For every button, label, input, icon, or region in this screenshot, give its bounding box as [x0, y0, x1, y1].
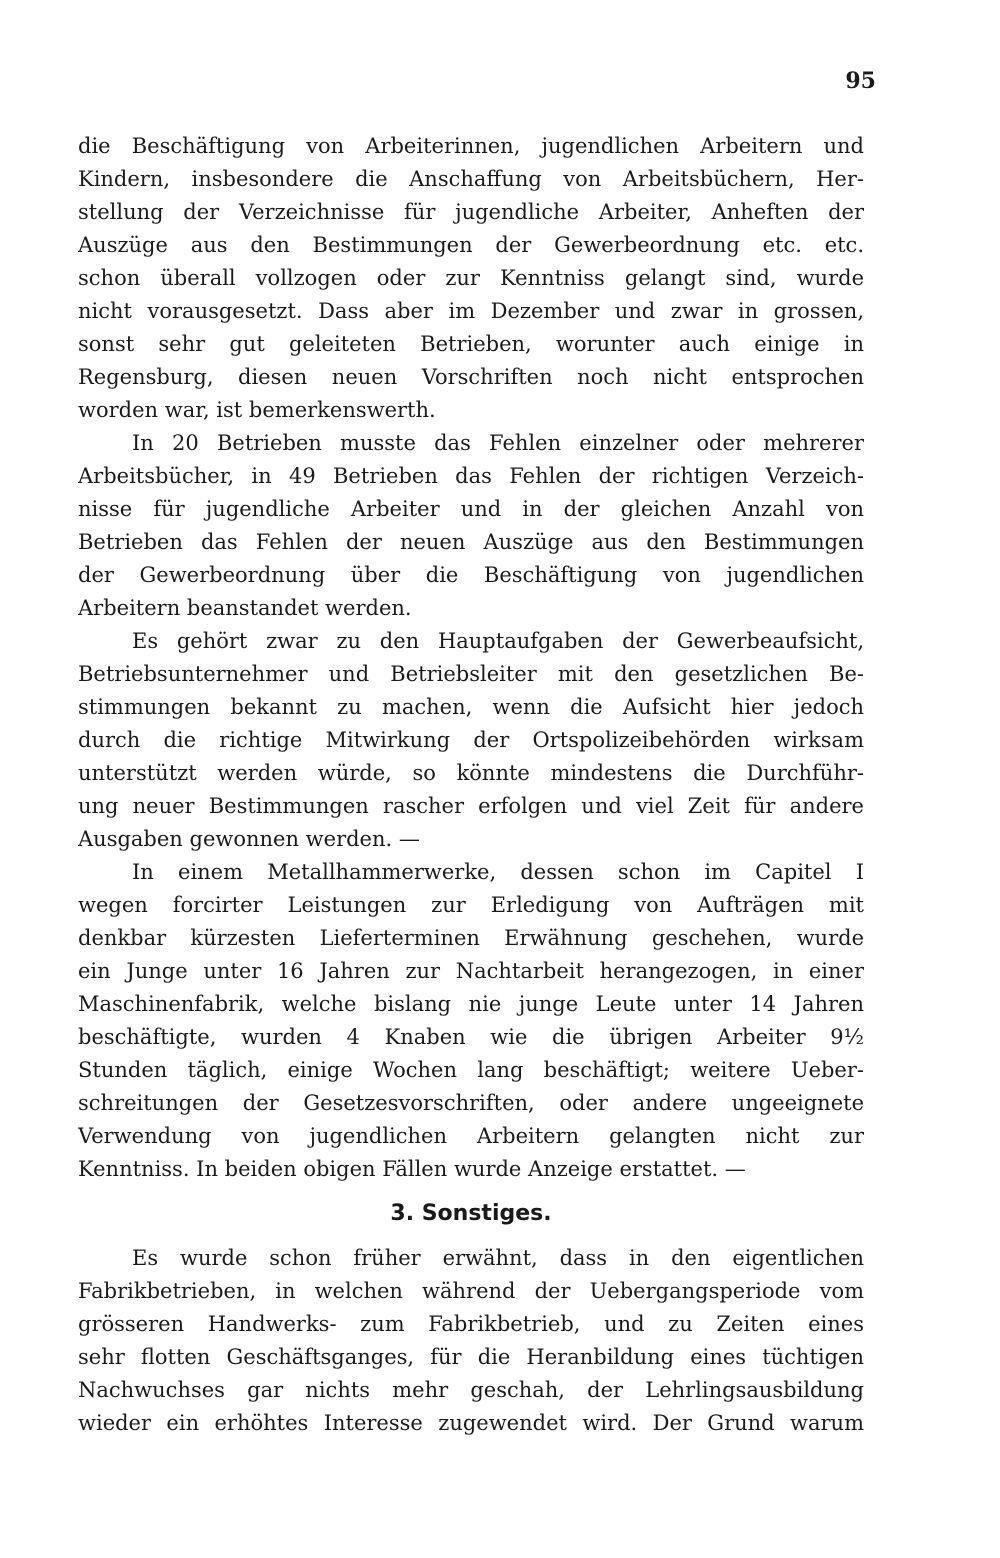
text-line: Es gehört zwar zu den Hauptaufgaben der Gewerbeaufsicht,: [132, 629, 864, 653]
text-line: ung neuer Bestimmungen rascher erfolgen und viel Zeit für andere: [78, 794, 864, 818]
text-line: stimmungen bekannt zu machen, wenn die Aufsicht hier jedoch: [78, 695, 864, 719]
text-line: Betrieben das Fehlen der neuen Auszüge aus den Bestimmungen: [78, 530, 864, 554]
text-line: sehr flotten Geschäftsganges, für die Heranbildung eines tüchtigen: [78, 1345, 864, 1369]
paragraph-1: [78, 130, 864, 427]
text-line: stellung der Verzeichnisse für jugendliche Arbeiter, Anheften der: [78, 200, 864, 224]
paragraph-5: [78, 1242, 864, 1440]
text-line: beschäftigte, wurden 4 Knaben wie die übrigen Arbeiter 9½: [78, 1025, 864, 1049]
text-line: denkbar kürzesten Lieferterminen Erwähnung geschehen, wurde: [78, 926, 864, 950]
text-line: nicht vorausgesetzt. Dass aber im Dezember und zwar in grossen,: [78, 299, 864, 323]
paragraph-3: [78, 625, 864, 856]
text-line: Stunden täglich, einige Wochen lang beschäftigt; weitere Ueber-: [78, 1058, 864, 1082]
text-line: schon überall vollzogen oder zur Kenntniss gelangt sind, wurde: [78, 266, 864, 290]
text-line: Auszüge aus den Bestimmungen der Gewerbeordnung etc. etc.: [78, 233, 864, 257]
text-line: Regensburg, diesen neuen Vorschriften noch nicht entsprochen: [78, 365, 864, 389]
text-line: der Gewerbeordnung über die Beschäftigung von jugendlichen: [78, 563, 864, 587]
text-line: grösseren Handwerks- zum Fabrikbetrieb, und zu Zeiten eines: [78, 1312, 864, 1336]
text-line: Ausgaben gewonnen werden. —: [78, 827, 420, 851]
text-line: Maschinenfabrik, welche bislang nie junge Leute unter 14 Jahren: [78, 992, 864, 1016]
text-line: Kenntniss. In beiden obigen Fällen wurde Anzeige erstattet. —: [78, 1157, 746, 1181]
text-line: schreitungen der Gesetzesvorschriften, oder andere ungeeignete: [78, 1091, 864, 1115]
paragraph-4: [78, 856, 864, 1186]
text-line: durch die richtige Mitwirkung der Ortspolizeibehörden wirksam: [78, 728, 864, 752]
body-text: [78, 130, 864, 1440]
text-line: Nachwuchses gar nichts mehr geschah, der Lehrlingsausbildung: [78, 1378, 864, 1402]
text-line: Verwendung von jugendlichen Arbeitern gelangten nicht zur: [78, 1124, 864, 1148]
text-line: In 20 Betrieben musste das Fehlen einzelner oder mehrerer: [132, 431, 864, 455]
text-line: In einem Metallhammerwerke, dessen schon im Capitel I: [132, 860, 864, 884]
text-line: die Beschäftigung von Arbeiterinnen, jugendlichen Arbeitern und: [78, 134, 864, 158]
text-line: wegen forcirter Leistungen zur Erledigung von Aufträgen mit: [78, 893, 864, 917]
text-line: sonst sehr gut geleiteten Betrieben, worunter auch einige in: [78, 332, 864, 356]
text-line: Arbeitern beanstandet werden.: [78, 596, 412, 620]
text-line: Es wurde schon früher erwähnt, dass in den eigentlichen: [132, 1246, 864, 1270]
text-line: Arbeitsbücher, in 49 Betrieben das Fehlen der richtigen Verzeich-: [78, 464, 864, 488]
text-line: nisse für jugendliche Arbeiter und in der gleichen Anzahl von: [78, 497, 864, 521]
text-line: wieder ein erhöhtes Interesse zugewendet wird. Der Grund warum: [78, 1411, 864, 1435]
text-line: Fabrikbetrieben, in welchen während der Uebergangsperiode vom: [78, 1279, 864, 1303]
section-heading: 3. Sonstiges.: [390, 1201, 552, 1226]
text-line: worden war, ist bemerkenswerth.: [78, 398, 436, 422]
text-line: Kindern, insbesondere die Anschaffung von Arbeitsbüchern, Her-: [78, 167, 864, 191]
text-line: ein Junge unter 16 Jahren zur Nachtarbeit herangezogen, in einer: [78, 959, 864, 983]
page-number: 95: [845, 68, 876, 94]
text-line: unterstützt werden würde, so könnte mindestens die Durchführ-: [78, 761, 864, 785]
text-line: Betriebsunternehmer und Betriebsleiter mit den gesetzlichen Be-: [78, 662, 864, 686]
paragraph-2: [78, 427, 864, 625]
